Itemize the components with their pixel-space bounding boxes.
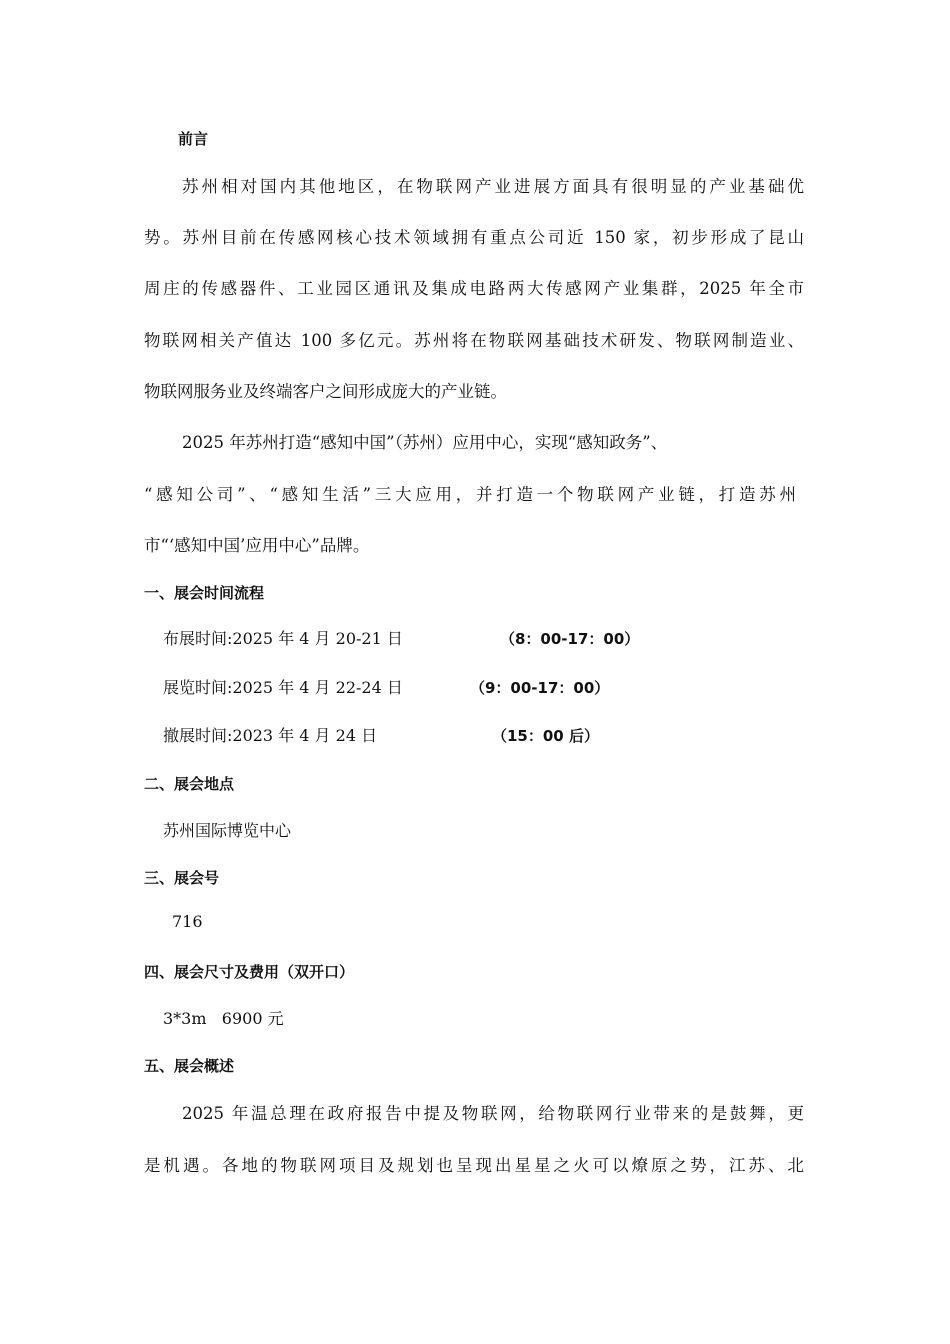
preface-para1-line2: 势。苏州目前在传感网核心技术领域拥有重点公司近 150 家，初步形成了昆山 xyxy=(144,228,804,247)
schedule-exhibit-label: 展览时间:2025 年 4 月 22-24 日 xyxy=(163,678,403,697)
overview-para-line2: 是机遇。各地的物联网项目及规划也呈现出星星之火可以燎原之势，江苏、北 xyxy=(144,1156,804,1175)
preface-para1-line1: 苏州相对国内其他地区，在物联网产业进展方面具有很明显的产业基础优 xyxy=(182,177,804,196)
booth-number-value: 716 xyxy=(172,912,203,931)
preface-para2-line2: “感知公司”、“感知生活”三大应用，并打造一个物联网产业链，打造苏州 xyxy=(144,485,796,504)
preface-title: 前言 xyxy=(178,130,209,148)
preface-para1-line5: 物联网服务业及终端客户之间形成庞大的产业链。 xyxy=(144,382,507,401)
schedule-teardown-label: 撤展时间:2023 年 4 月 24 日 xyxy=(163,726,378,745)
overview-para-line1: 2025 年温总理在政府报告中提及物联网，给物联网行业带来的是鼓舞，更 xyxy=(182,1104,804,1123)
schedule-teardown-time: （15：00 后） xyxy=(492,727,599,745)
preface-para1-line4: 物联网相关产值达 100 多亿元。苏州将在物联网基础技术研发、物联网制造业、 xyxy=(144,331,804,350)
section4-title: 四、展会尺寸及费用（双开口） xyxy=(144,963,355,981)
section1-title: 一、展会时间流程 xyxy=(144,584,265,602)
preface-para2-line1: 2025 年苏州打造“感知中国”（苏州）应用中心，实现“感知政务”、 xyxy=(182,433,668,452)
section3-title: 三、展会号 xyxy=(144,869,220,887)
schedule-setup-time: （8：00-17：00） xyxy=(500,630,640,648)
section2-title: 二、展会地点 xyxy=(144,775,235,793)
schedule-exhibit-time: （9：00-17：00） xyxy=(470,679,610,697)
schedule-setup-label: 布展时间:2025 年 4 月 20-21 日 xyxy=(163,629,403,648)
preface-para1-line3: 周庄的传感器件、工业园区通讯及集成电路两大传感网产业集群，2025 年全市 xyxy=(144,279,804,298)
preface-para2-line3: 市“‘感知中国’应用中心”品牌。 xyxy=(144,536,370,555)
booth-size-fee-value: 3*3m 6900 元 xyxy=(163,1009,284,1028)
section5-title: 五、展会概述 xyxy=(144,1057,235,1075)
venue-value: 苏州国际博览中心 xyxy=(163,821,292,840)
